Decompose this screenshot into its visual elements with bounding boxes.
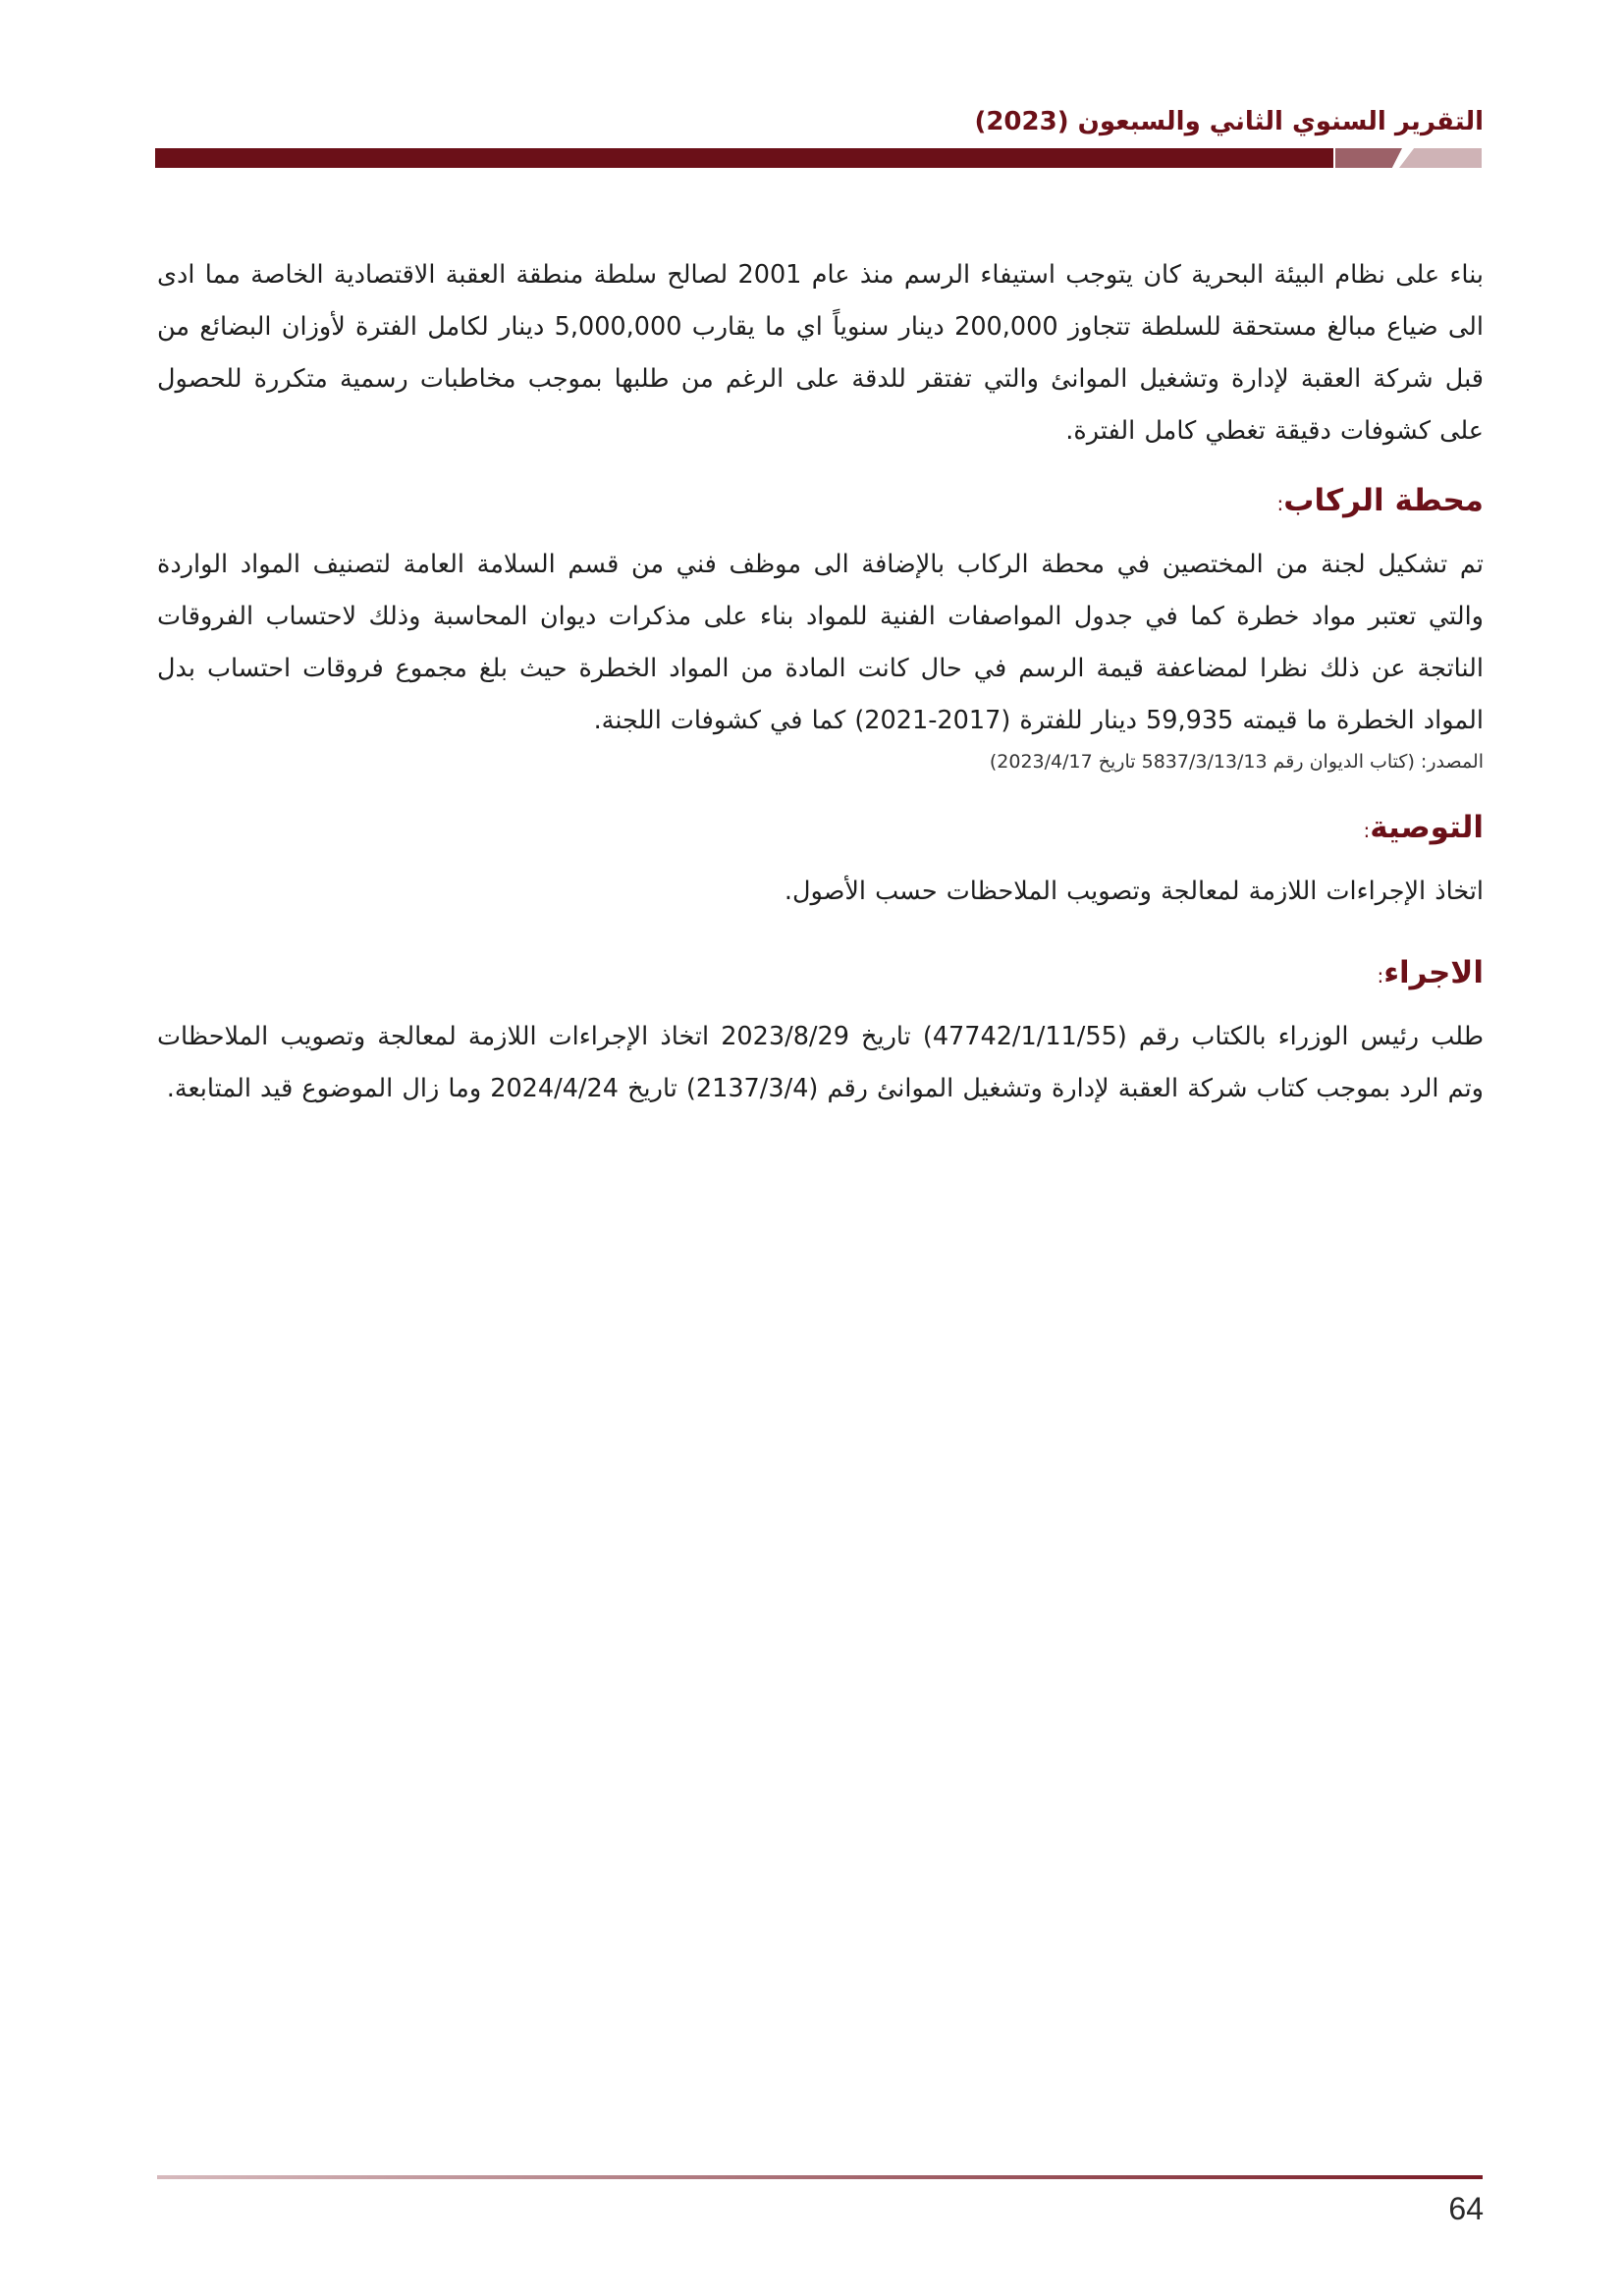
- page-content: [157, 249, 1484, 1115]
- heading-colon: :: [1377, 964, 1384, 988]
- header-divider-accent-dark: [1335, 148, 1402, 168]
- section-heading-action: [157, 951, 1484, 997]
- intro-paragraph: بناء على نظام البيئة البحرية كان يتوجب استيفاء الرسم منذ عام 2001 لصالح سلطة منطقة العقبة الاقتصادية الخاصة مما ادى الى ضياع مبالغ مستحقة للسلطة تتجاوز 200,000 دينار سنوياً اي ما يقارب 5,000,000 دينار لكامل الفترة لأوزان البضائع من قبل شركة العقبة لإدارة وتشغيل الموانئ والتي تفتقر للدقة على الرغم من طلبها بموجب مخاطبات رسمية متكررة للحصول على كشوفات دقيقة تغطي كامل الفترة.: [157, 260, 1484, 446]
- heading-text: الاجراء: [1383, 955, 1484, 990]
- section-heading-passenger-station: [157, 479, 1484, 525]
- heading-text: محطة الركاب: [1283, 483, 1484, 518]
- footer-divider: [157, 2175, 1483, 2179]
- recommendation-paragraph: اتخاذ الإجراءات اللازمة لمعالجة وتصويب الملاحظات حسب الأصول.: [784, 877, 1484, 906]
- report-title: التقرير السنوي الثاني والسبعون (2023): [974, 107, 1484, 136]
- action-paragraph: طلب رئيس الوزراء بالكتاب رقم (47742/1/11/55) تاريخ 2023/8/29 اتخاذ الإجراءات اللازمة لمعالجة وتصويب الملاحظات وتم الرد بموجب كتاب شركة العقبة لإدارة وتشغيل الموانئ رقم (2137/3/4) تاريخ 2024/4/24 وما زال الموضوع قيد المتابعة.: [157, 1022, 1484, 1103]
- page-header: [157, 102, 1484, 141]
- section-heading-recommendation: [157, 806, 1484, 852]
- page-number: 64: [1448, 2191, 1484, 2226]
- source-note: المصدر: (كتاب الديوان رقم 5837/3/13/13 تاريخ 2023/4/17): [989, 751, 1484, 773]
- heading-colon: :: [1363, 819, 1371, 842]
- heading-colon: :: [1276, 492, 1284, 515]
- header-divider-accent-light: [1399, 148, 1482, 168]
- passenger-station-paragraph: تم تشكيل لجنة من المختصين في محطة الركاب بالإضافة الى موظف فني من قسم السلامة العامة لتصنيف المواد الواردة والتي تعتبر مواد خطرة كما في جدول المواصفات الفنية للمواد بناء على مذكرات ديوان المحاسبة وذلك لاحتساب الفروقات الناتجة عن ذلك نظرا لمضاعفة قيمة الرسم في حال كانت المادة من المواد الخطرة حيث بلغ مجموع فروقات احتساب بدل المواد الخطرة ما قيمته 59,935 دينار للفترة (2017-2021) كما في كشوفات اللجنة.: [157, 550, 1484, 735]
- header-divider-bar: [155, 148, 1333, 168]
- heading-text: التوصية: [1370, 810, 1484, 845]
